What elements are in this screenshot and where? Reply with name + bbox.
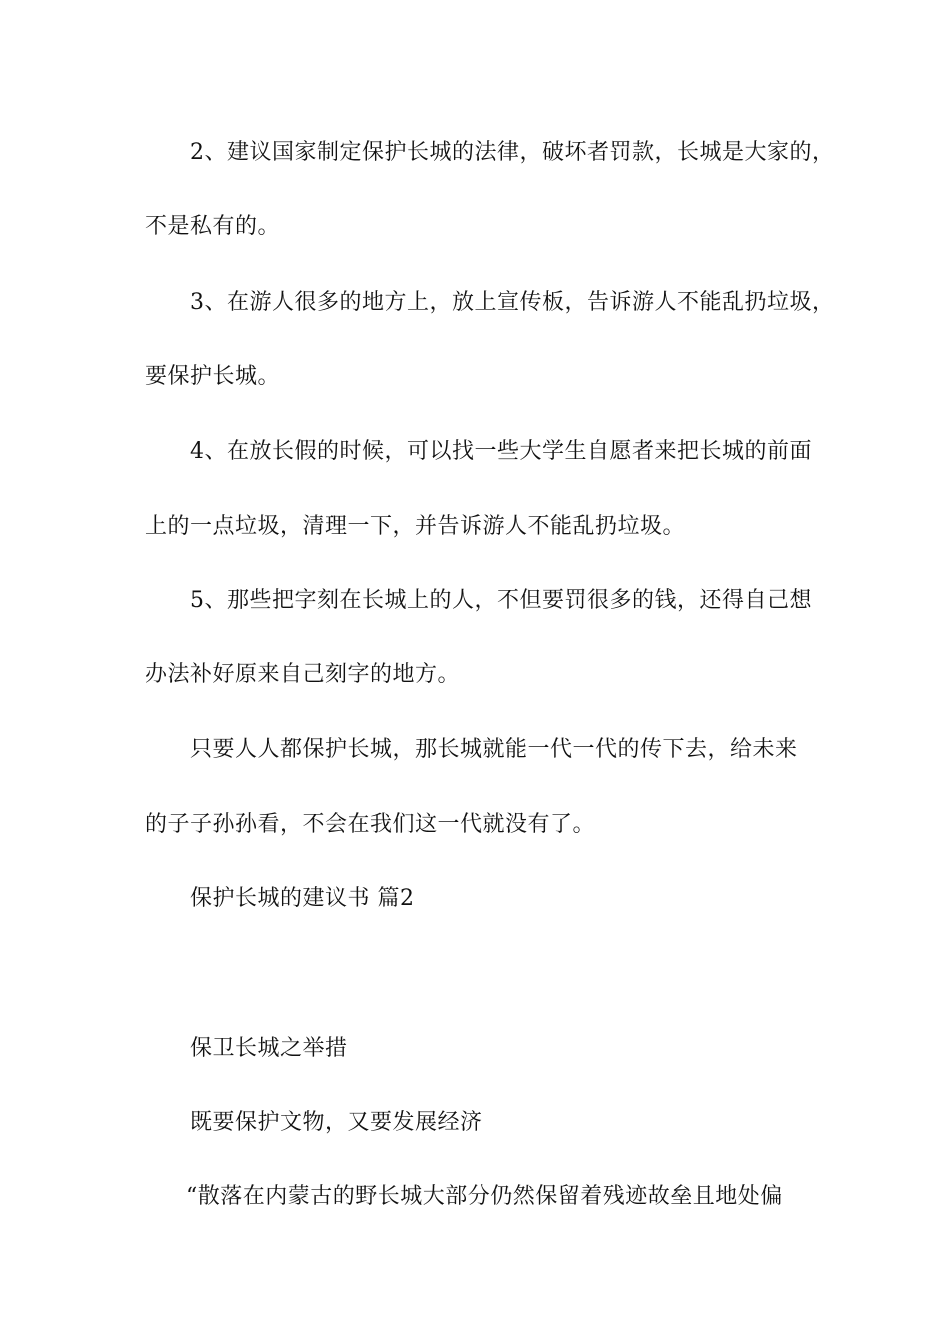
paragraph-line: “散落在内蒙古的野长城大部分仍然保留着残迹故垒且地处偏 bbox=[186, 1184, 783, 1209]
paragraph-line: 要保护长城。 bbox=[145, 364, 281, 389]
paragraph-line: 的子子孙孙看，不会在我们这一代就没有了。 bbox=[145, 812, 596, 837]
paragraph-line: 2、建议国家制定保护长城的法律，破坏者罚款，长城是大家的， bbox=[190, 140, 835, 165]
paragraph-line: 办法补好原来自己刻字的地方。 bbox=[145, 662, 461, 687]
paragraph-line: 上的一点垃圾，清理一下，并告诉游人不能乱扔垃圾。 bbox=[145, 514, 686, 539]
paragraph-line: 只要人人都保护长城，那长城就能一代一代的传下去，给未来 bbox=[190, 737, 798, 762]
section-heading: 保护长城的建议书 篇2 bbox=[190, 886, 415, 911]
paragraph-line: 5、那些把字刻在长城上的人，不但要罚很多的钱，还得自己想 bbox=[190, 588, 812, 613]
paragraph-line: 4、在放长假的时候，可以找一些大学生自愿者来把长城的前面 bbox=[190, 439, 812, 464]
paragraph-line: 不是私有的。 bbox=[145, 214, 281, 239]
subheading: 既要保护文物，又要发展经济 bbox=[190, 1110, 483, 1135]
subheading: 保卫长城之举措 bbox=[190, 1036, 348, 1061]
paragraph-line: 3、在游人很多的地方上，放上宣传板，告诉游人不能乱扔垃圾， bbox=[190, 290, 835, 315]
